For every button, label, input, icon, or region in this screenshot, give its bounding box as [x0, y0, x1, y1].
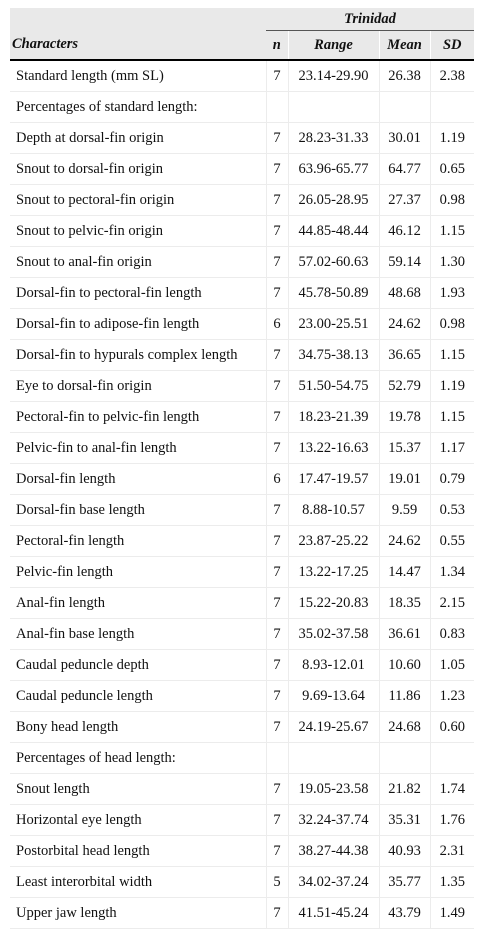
- cell-mean: 15.37: [379, 433, 430, 464]
- cell-mean: 35.77: [379, 867, 430, 898]
- cell-character: Snout to anal-fin origin: [10, 247, 266, 278]
- cell-sd: 1.76: [430, 805, 474, 836]
- cell-sd: 1.30: [430, 247, 474, 278]
- table-row: [10, 123, 474, 154]
- cell-character: Pectoral-fin to pelvic-fin length: [10, 402, 266, 433]
- cell-range: 63.96-65.77: [288, 154, 379, 185]
- cell-mean: 26.38: [379, 60, 430, 92]
- cell-range: 23.00-25.51: [288, 309, 379, 340]
- table-row: [10, 681, 474, 712]
- cell-n: 5: [266, 867, 288, 898]
- column-header-sd: SD: [430, 31, 474, 61]
- cell-n: 7: [266, 402, 288, 433]
- cell-mean: 24.62: [379, 526, 430, 557]
- table-row: [10, 402, 474, 433]
- table-row: [10, 557, 474, 588]
- cell-n: 7: [266, 216, 288, 247]
- column-header-n: n: [266, 31, 288, 61]
- cell-range: 9.69-13.64: [288, 681, 379, 712]
- cell-sd: 0.98: [430, 185, 474, 216]
- cell-range: 8.88-10.57: [288, 495, 379, 526]
- table-row: [10, 309, 474, 340]
- table-row: [10, 154, 474, 185]
- cell-range: 23.87-25.22: [288, 526, 379, 557]
- header-blank-cell: [10, 8, 266, 31]
- cell-range: 44.85-48.44: [288, 216, 379, 247]
- cell-range: 45.78-50.89: [288, 278, 379, 309]
- cell-n: 7: [266, 650, 288, 681]
- cell-range: 34.02-37.24: [288, 867, 379, 898]
- cell-n: 7: [266, 371, 288, 402]
- cell-mean: 18.35: [379, 588, 430, 619]
- cell-sd: [430, 92, 474, 123]
- cell-n: 7: [266, 123, 288, 154]
- cell-n: 7: [266, 712, 288, 743]
- column-header-mean: Mean: [379, 31, 430, 61]
- cell-character: Bony head length: [10, 712, 266, 743]
- cell-mean: 24.68: [379, 712, 430, 743]
- cell-mean: 36.65: [379, 340, 430, 371]
- cell-mean: [379, 92, 430, 123]
- cell-mean: 59.14: [379, 247, 430, 278]
- cell-n: 6: [266, 464, 288, 495]
- table-row: [10, 185, 474, 216]
- cell-character: Caudal peduncle depth: [10, 650, 266, 681]
- table-header: [10, 8, 474, 60]
- cell-range: 13.22-16.63: [288, 433, 379, 464]
- cell-n: 7: [266, 154, 288, 185]
- table-body: [10, 60, 474, 929]
- cell-character: Dorsal-fin to pectoral-fin length: [10, 278, 266, 309]
- cell-n: 7: [266, 247, 288, 278]
- morphometrics-table: [10, 8, 474, 929]
- cell-range: 17.47-19.57: [288, 464, 379, 495]
- cell-n: 7: [266, 60, 288, 92]
- cell-mean: 27.37: [379, 185, 430, 216]
- cell-sd: 1.19: [430, 371, 474, 402]
- cell-sd: 2.15: [430, 588, 474, 619]
- cell-n: 7: [266, 526, 288, 557]
- table-row: [10, 278, 474, 309]
- table-row: [10, 867, 474, 898]
- cell-n: 7: [266, 774, 288, 805]
- cell-character: Snout to dorsal-fin origin: [10, 154, 266, 185]
- cell-range: 13.22-17.25: [288, 557, 379, 588]
- cell-sd: 0.65: [430, 154, 474, 185]
- cell-sd: 0.53: [430, 495, 474, 526]
- table-row: [10, 650, 474, 681]
- cell-character: Snout to pelvic-fin origin: [10, 216, 266, 247]
- cell-character: Standard length (mm SL): [10, 60, 266, 92]
- cell-n: 7: [266, 433, 288, 464]
- cell-n: [266, 92, 288, 123]
- cell-character: Pelvic-fin to anal-fin length: [10, 433, 266, 464]
- cell-range: 23.14-29.90: [288, 60, 379, 92]
- group-header-trinidad: Trinidad: [266, 8, 474, 31]
- cell-sd: 1.19: [430, 123, 474, 154]
- cell-character: Snout length: [10, 774, 266, 805]
- cell-mean: [379, 743, 430, 774]
- table-row: [10, 216, 474, 247]
- cell-sd: 1.74: [430, 774, 474, 805]
- cell-mean: 43.79: [379, 898, 430, 929]
- cell-sd: 1.15: [430, 340, 474, 371]
- table-row: [10, 805, 474, 836]
- table-row: [10, 495, 474, 526]
- table-row: [10, 836, 474, 867]
- cell-mean: 48.68: [379, 278, 430, 309]
- cell-range: 41.51-45.24: [288, 898, 379, 929]
- cell-character: Dorsal-fin to adipose-fin length: [10, 309, 266, 340]
- cell-mean: 19.78: [379, 402, 430, 433]
- table-row: [10, 433, 474, 464]
- cell-sd: 1.35: [430, 867, 474, 898]
- table-row: [10, 92, 474, 123]
- cell-range: 35.02-37.58: [288, 619, 379, 650]
- cell-mean: 35.31: [379, 805, 430, 836]
- table-row: [10, 774, 474, 805]
- cell-range: 28.23-31.33: [288, 123, 379, 154]
- cell-sd: 0.98: [430, 309, 474, 340]
- cell-n: 7: [266, 588, 288, 619]
- cell-mean: 14.47: [379, 557, 430, 588]
- morphometrics-table-container: [10, 8, 474, 929]
- column-header-range: Range: [288, 31, 379, 61]
- table-row: [10, 371, 474, 402]
- cell-character: Upper jaw length: [10, 898, 266, 929]
- cell-sd: 0.79: [430, 464, 474, 495]
- cell-sd: 1.34: [430, 557, 474, 588]
- cell-mean: 52.79: [379, 371, 430, 402]
- column-header-characters: Characters: [10, 31, 266, 61]
- cell-range: 34.75-38.13: [288, 340, 379, 371]
- cell-sd: 1.17: [430, 433, 474, 464]
- cell-mean: 21.82: [379, 774, 430, 805]
- header-row-group: [10, 8, 474, 31]
- table-row: [10, 619, 474, 650]
- cell-sd: 0.55: [430, 526, 474, 557]
- cell-mean: 9.59: [379, 495, 430, 526]
- cell-character: Anal-fin base length: [10, 619, 266, 650]
- cell-range: 18.23-21.39: [288, 402, 379, 433]
- cell-range: 57.02-60.63: [288, 247, 379, 278]
- cell-sd: 0.83: [430, 619, 474, 650]
- cell-character: Dorsal-fin base length: [10, 495, 266, 526]
- cell-n: 7: [266, 557, 288, 588]
- cell-character: Dorsal-fin to hypurals complex length: [10, 340, 266, 371]
- cell-character: Horizontal eye length: [10, 805, 266, 836]
- table-row: [10, 588, 474, 619]
- cell-mean: 64.77: [379, 154, 430, 185]
- cell-range: 8.93-12.01: [288, 650, 379, 681]
- cell-sd: 2.31: [430, 836, 474, 867]
- cell-character: Caudal peduncle length: [10, 681, 266, 712]
- cell-sd: 1.05: [430, 650, 474, 681]
- cell-n: 7: [266, 278, 288, 309]
- cell-range: 15.22-20.83: [288, 588, 379, 619]
- cell-range: 32.24-37.74: [288, 805, 379, 836]
- cell-character: Pelvic-fin length: [10, 557, 266, 588]
- table-row: [10, 340, 474, 371]
- cell-sd: 1.49: [430, 898, 474, 929]
- cell-sd: 1.93: [430, 278, 474, 309]
- cell-character: Depth at dorsal-fin origin: [10, 123, 266, 154]
- cell-range: 24.19-25.67: [288, 712, 379, 743]
- cell-mean: 30.01: [379, 123, 430, 154]
- cell-mean: 11.86: [379, 681, 430, 712]
- cell-character: Dorsal-fin length: [10, 464, 266, 495]
- cell-sd: 1.23: [430, 681, 474, 712]
- cell-mean: 24.62: [379, 309, 430, 340]
- cell-character: Percentages of standard length:: [10, 92, 266, 123]
- cell-n: 7: [266, 836, 288, 867]
- cell-range: 26.05-28.95: [288, 185, 379, 216]
- cell-mean: 36.61: [379, 619, 430, 650]
- cell-n: 7: [266, 898, 288, 929]
- header-row-columns: [10, 31, 474, 61]
- cell-mean: 10.60: [379, 650, 430, 681]
- cell-character: Anal-fin length: [10, 588, 266, 619]
- cell-range: [288, 743, 379, 774]
- cell-mean: 19.01: [379, 464, 430, 495]
- cell-n: 7: [266, 495, 288, 526]
- cell-character: Least interorbital width: [10, 867, 266, 898]
- table-row: [10, 898, 474, 929]
- cell-range: 38.27-44.38: [288, 836, 379, 867]
- table-row: [10, 526, 474, 557]
- cell-sd: [430, 743, 474, 774]
- table-row: [10, 464, 474, 495]
- cell-n: [266, 743, 288, 774]
- cell-sd: 2.38: [430, 60, 474, 92]
- cell-sd: 1.15: [430, 402, 474, 433]
- cell-sd: 0.60: [430, 712, 474, 743]
- cell-character: Percentages of head length:: [10, 743, 266, 774]
- cell-range: 19.05-23.58: [288, 774, 379, 805]
- cell-character: Postorbital head length: [10, 836, 266, 867]
- cell-character: Eye to dorsal-fin origin: [10, 371, 266, 402]
- cell-character: Pectoral-fin length: [10, 526, 266, 557]
- cell-n: 7: [266, 185, 288, 216]
- cell-character: Snout to pectoral-fin origin: [10, 185, 266, 216]
- table-row: [10, 743, 474, 774]
- cell-sd: 1.15: [430, 216, 474, 247]
- table-row: [10, 712, 474, 743]
- cell-n: 7: [266, 340, 288, 371]
- cell-range: [288, 92, 379, 123]
- cell-range: 51.50-54.75: [288, 371, 379, 402]
- cell-n: 7: [266, 805, 288, 836]
- cell-n: 7: [266, 681, 288, 712]
- table-row: [10, 60, 474, 92]
- cell-n: 7: [266, 619, 288, 650]
- cell-n: 6: [266, 309, 288, 340]
- cell-mean: 40.93: [379, 836, 430, 867]
- table-row: [10, 247, 474, 278]
- cell-mean: 46.12: [379, 216, 430, 247]
